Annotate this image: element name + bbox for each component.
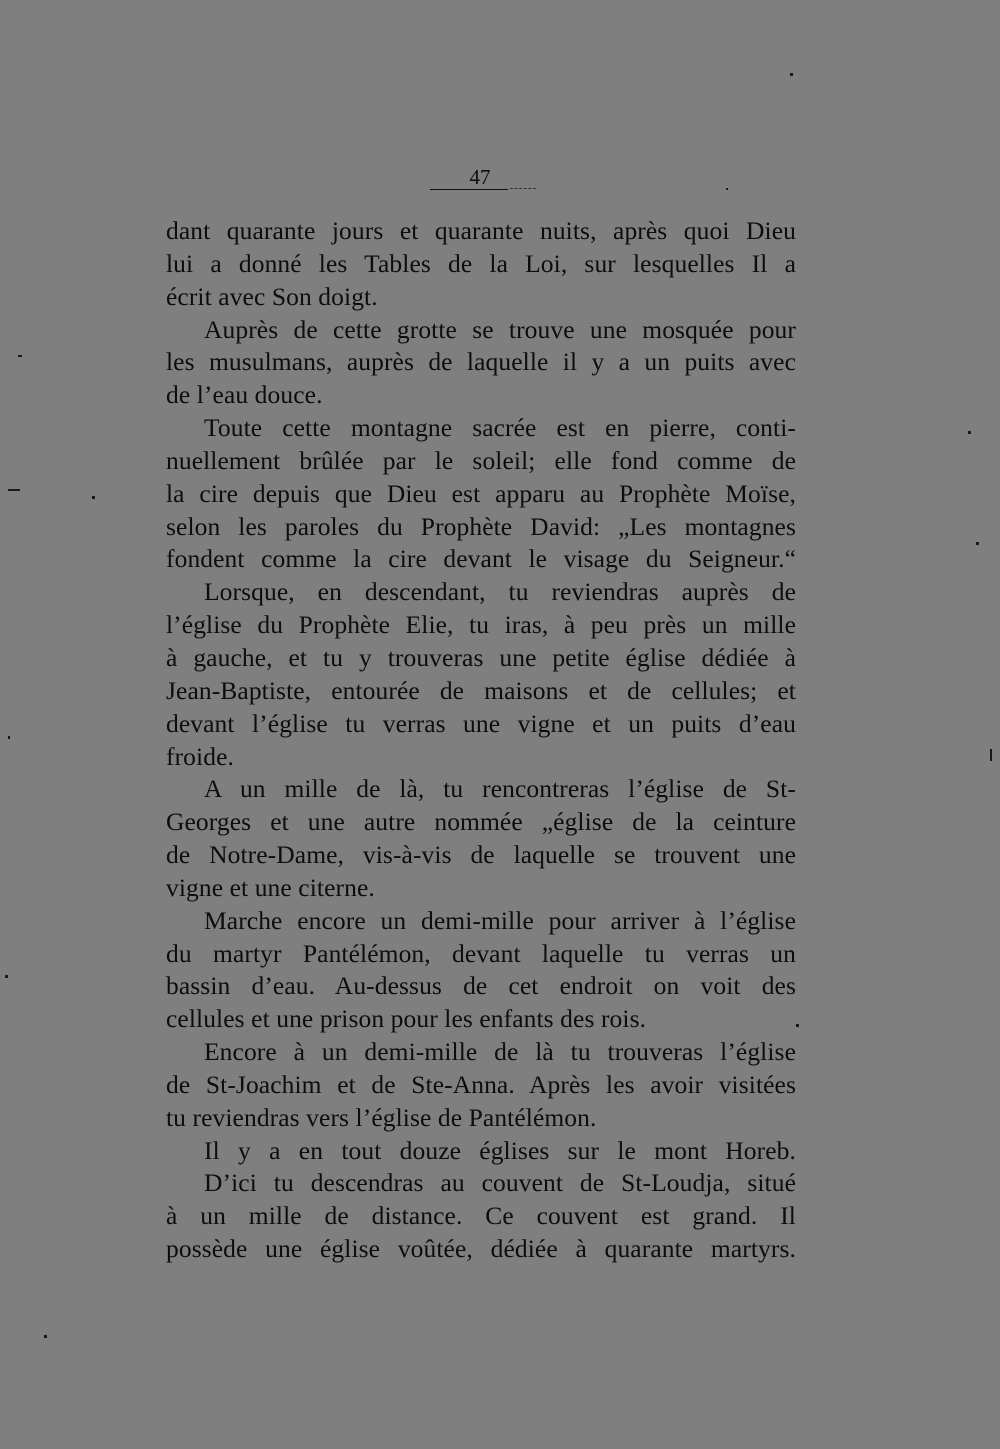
page-number: 47 xyxy=(469,165,491,189)
paragraph-first-line: Encore à un demi-mille de là tu trouveras l’église xyxy=(204,1037,796,1067)
page-number-rule-tail xyxy=(510,188,536,189)
page-number-rule xyxy=(430,189,508,190)
text-line: possède une église voûtée, dédiée à quarante martyrs. xyxy=(166,1234,796,1264)
scan-speck xyxy=(44,1335,47,1338)
text-line: vigne et une citerne. xyxy=(166,872,375,902)
text-line: Georges et une autre nommée „église de la ceinture xyxy=(166,807,796,837)
text-line: à un mille de distance. Ce couvent est grand. Il xyxy=(166,1201,796,1231)
scan-speck xyxy=(976,542,979,545)
paragraph-first-line: Lorsque, en descendant, tu reviendras auprès de xyxy=(204,577,796,607)
paragraph-first-line: A un mille de là, tu rencontreras l’église de St- xyxy=(204,774,796,804)
text-line: froide. xyxy=(166,741,234,771)
text-line: de St-Joachim et de Ste-Anna. Après les avoir visitées xyxy=(166,1069,796,1099)
text-line: dant quarante jours et quarante nuits, après quoi Dieu xyxy=(166,216,796,245)
scan-speck xyxy=(726,188,728,190)
text-line: de Notre-Dame, vis-à-vis de laquelle se trouvent une xyxy=(166,840,796,870)
text-line: écrit avec Son doigt. xyxy=(166,281,378,311)
text-line: cellules et une prison pour les enfants des rois. xyxy=(166,1004,647,1034)
scan-speck xyxy=(8,489,20,491)
text-line: bassin d’eau. Au-dessus de cet endroit on voit des xyxy=(166,971,796,1001)
paragraph-first-line: Auprès de cette grotte se trouve une mosquée pour xyxy=(204,314,796,344)
text-line: Jean-Baptiste, entourée de maisons et de cellules; et xyxy=(166,675,796,705)
paragraph-first-line: Marche encore un demi-mille pour arriver à l’église xyxy=(204,905,796,935)
text-line: devant l’église tu verras une vigne et un puits d’eau xyxy=(166,708,796,738)
text-line: selon les paroles du Prophète David: „Les montagnes xyxy=(166,511,796,541)
text-line: l’église du Prophète Elie, tu iras, à peu près un mille xyxy=(166,610,796,640)
scan-speck xyxy=(796,1024,799,1027)
scan-speck xyxy=(18,355,22,357)
text-line: nuellement brûlée par le soleil; elle fond comme de xyxy=(166,445,796,475)
text-line: de l’eau douce. xyxy=(166,380,323,410)
scan-speck xyxy=(92,496,95,499)
scan-speck xyxy=(790,73,793,76)
body-text xyxy=(166,215,796,1266)
scan-speck xyxy=(8,736,10,739)
text-line: la cire depuis que Dieu est apparu au Prophète Moïse, xyxy=(166,478,796,508)
text-line: à gauche, et tu y trouveras une petite église dédiée à xyxy=(166,642,796,672)
scan-speck xyxy=(5,975,8,978)
scan-speck xyxy=(968,431,971,434)
text-line: lui a donné les Tables de la Loi, sur lesquelles Il a xyxy=(166,248,796,278)
paragraph-first-line: D’ici tu descendras au couvent de St-Loudja, situé xyxy=(204,1168,796,1198)
paragraph-first-line: Il y a en tout douze églises sur le mont Horeb. xyxy=(204,1135,796,1165)
paragraph-first-line: Toute cette montagne sacrée est en pierre, conti- xyxy=(204,413,796,443)
text-line: fondent comme la cire devant le visage du Seigneur.“ xyxy=(166,544,796,574)
text-line: les musulmans, auprès de laquelle il y a un puits avec xyxy=(166,347,796,377)
text-line: tu reviendras vers l’église de Pantélémon. xyxy=(166,1102,597,1132)
text-line: du martyr Pantélémon, devant laquelle tu verras un xyxy=(166,938,796,968)
scan-speck xyxy=(990,749,992,761)
